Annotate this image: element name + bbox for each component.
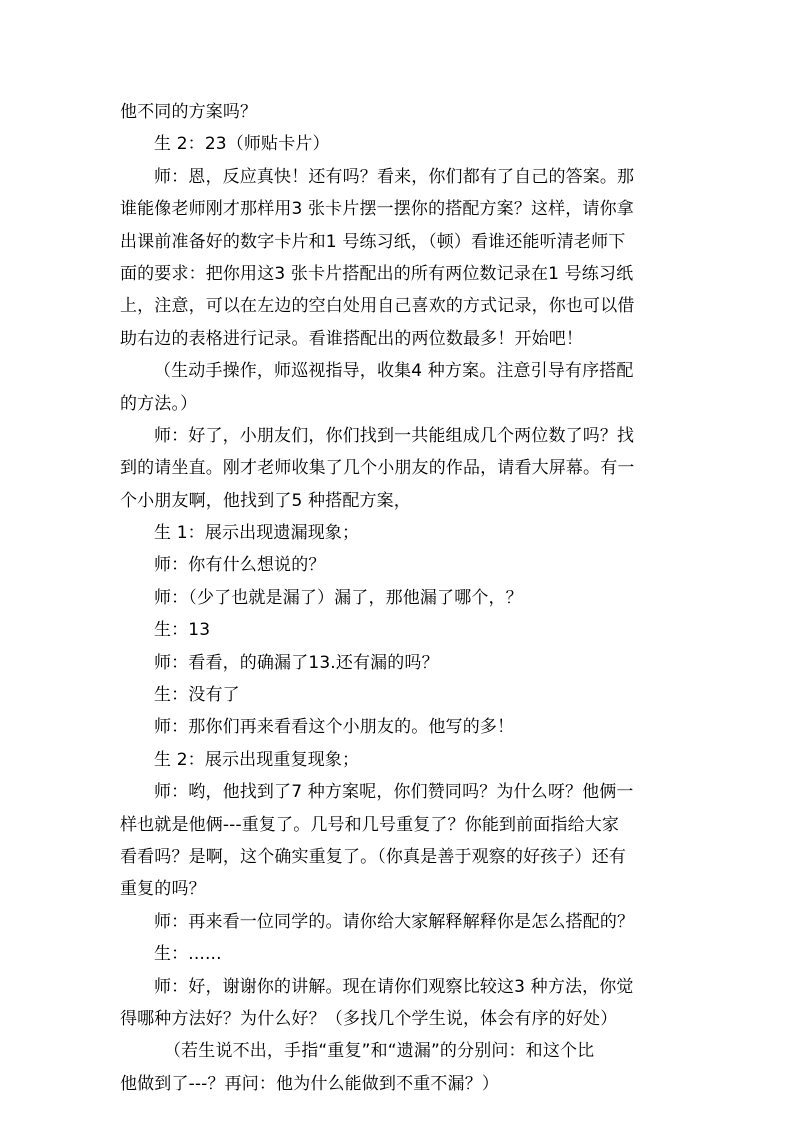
text-line: 生 2：展示出现重复现象； (154, 749, 360, 770)
text-line: 重复的吗？ (120, 879, 206, 900)
document-body (120, 96, 680, 1100)
text-line: 师：恩，反应真快！还有吗？看来，你们都有了自己的答案。那 (154, 166, 635, 187)
text-line: 面的要求：把你用这3 张卡片搭配出的所有两位数记录在1 号练习纸 (120, 263, 634, 284)
text-line: 师：那你们再来看看这个小朋友的。他写的多！ (154, 717, 515, 738)
text-line: 师：再来看一位同学的。请你给大家解释解释你是怎么搭配的？ (154, 911, 635, 932)
text-line: 上，注意，可以在左边的空白处用自己喜欢的方式记录，你也可以借 (120, 296, 635, 317)
text-line: 生：...... (154, 944, 222, 965)
text-line: 师：好，谢谢你的讲解。现在请你们观察比较这3 种方法，你觉 (154, 976, 634, 997)
text-line: 他做到了---？再问：他为什么能做到不重不漏？） (120, 1073, 500, 1094)
text-line: 谁能像老师刚才那样用3 张卡片摆一摆你的搭配方案？这样，请你拿 (120, 199, 634, 220)
text-line: 生 1：展示出现遗漏现象； (154, 523, 360, 544)
text-line: 的方法。） (120, 393, 198, 414)
text-line: 助右边的表格进行记录。看谁搭配出的两位数最多！开始吧！ (120, 328, 584, 349)
text-line: 师：你有什么想说的？ (154, 555, 326, 576)
text-line: 看看吗？是啊，这个确实重复了。（你真是善于观察的好孩子）还有 (120, 846, 626, 867)
text-line: 师：看看，的确漏了13.还有漏的吗？ (154, 652, 439, 673)
text-line: 个小朋友啊，他找到了5 种搭配方案， (120, 490, 411, 511)
text-line: （若生说不出，手指“重复”和“遗漏”的分别问：和这个比 (164, 1041, 595, 1062)
text-line: 师：好了，小朋友们，你们找到一共能组成几个两位数了吗？找 (154, 425, 635, 446)
text-line: 样也就是他俩---重复了。几号和几号重复了？你能到前面指给大家 (120, 814, 620, 835)
text-line: （生动手操作，师巡视指导，收集4 种方案。注意引导有序搭配 (154, 361, 634, 382)
text-line: 得哪种方法好？为什么好？（多找几个学生说，体会有序的好处） (120, 1008, 618, 1029)
text-line: 他不同的方案吗？ (120, 102, 258, 122)
text-line: 到的请坐直。刚才老师收集了几个小朋友的作品，请看大屏幕。有一 (120, 458, 635, 479)
text-line: 生：13 (154, 620, 211, 641)
text-line: 出课前准备好的数字卡片和1 号练习纸，（顿）看谁还能听清老师下 (120, 231, 626, 252)
text-line: 生：没有了 (154, 685, 240, 706)
text-line: 师：（少了也就是漏了）漏了，那他漏了哪个，？ (154, 587, 523, 608)
text-line: 师：哟，他找到了7 种方案呢，你们赞同吗？为什么呀？他俩一 (154, 782, 634, 803)
text-line: 生 2：23（师贴卡片） (154, 134, 330, 155)
